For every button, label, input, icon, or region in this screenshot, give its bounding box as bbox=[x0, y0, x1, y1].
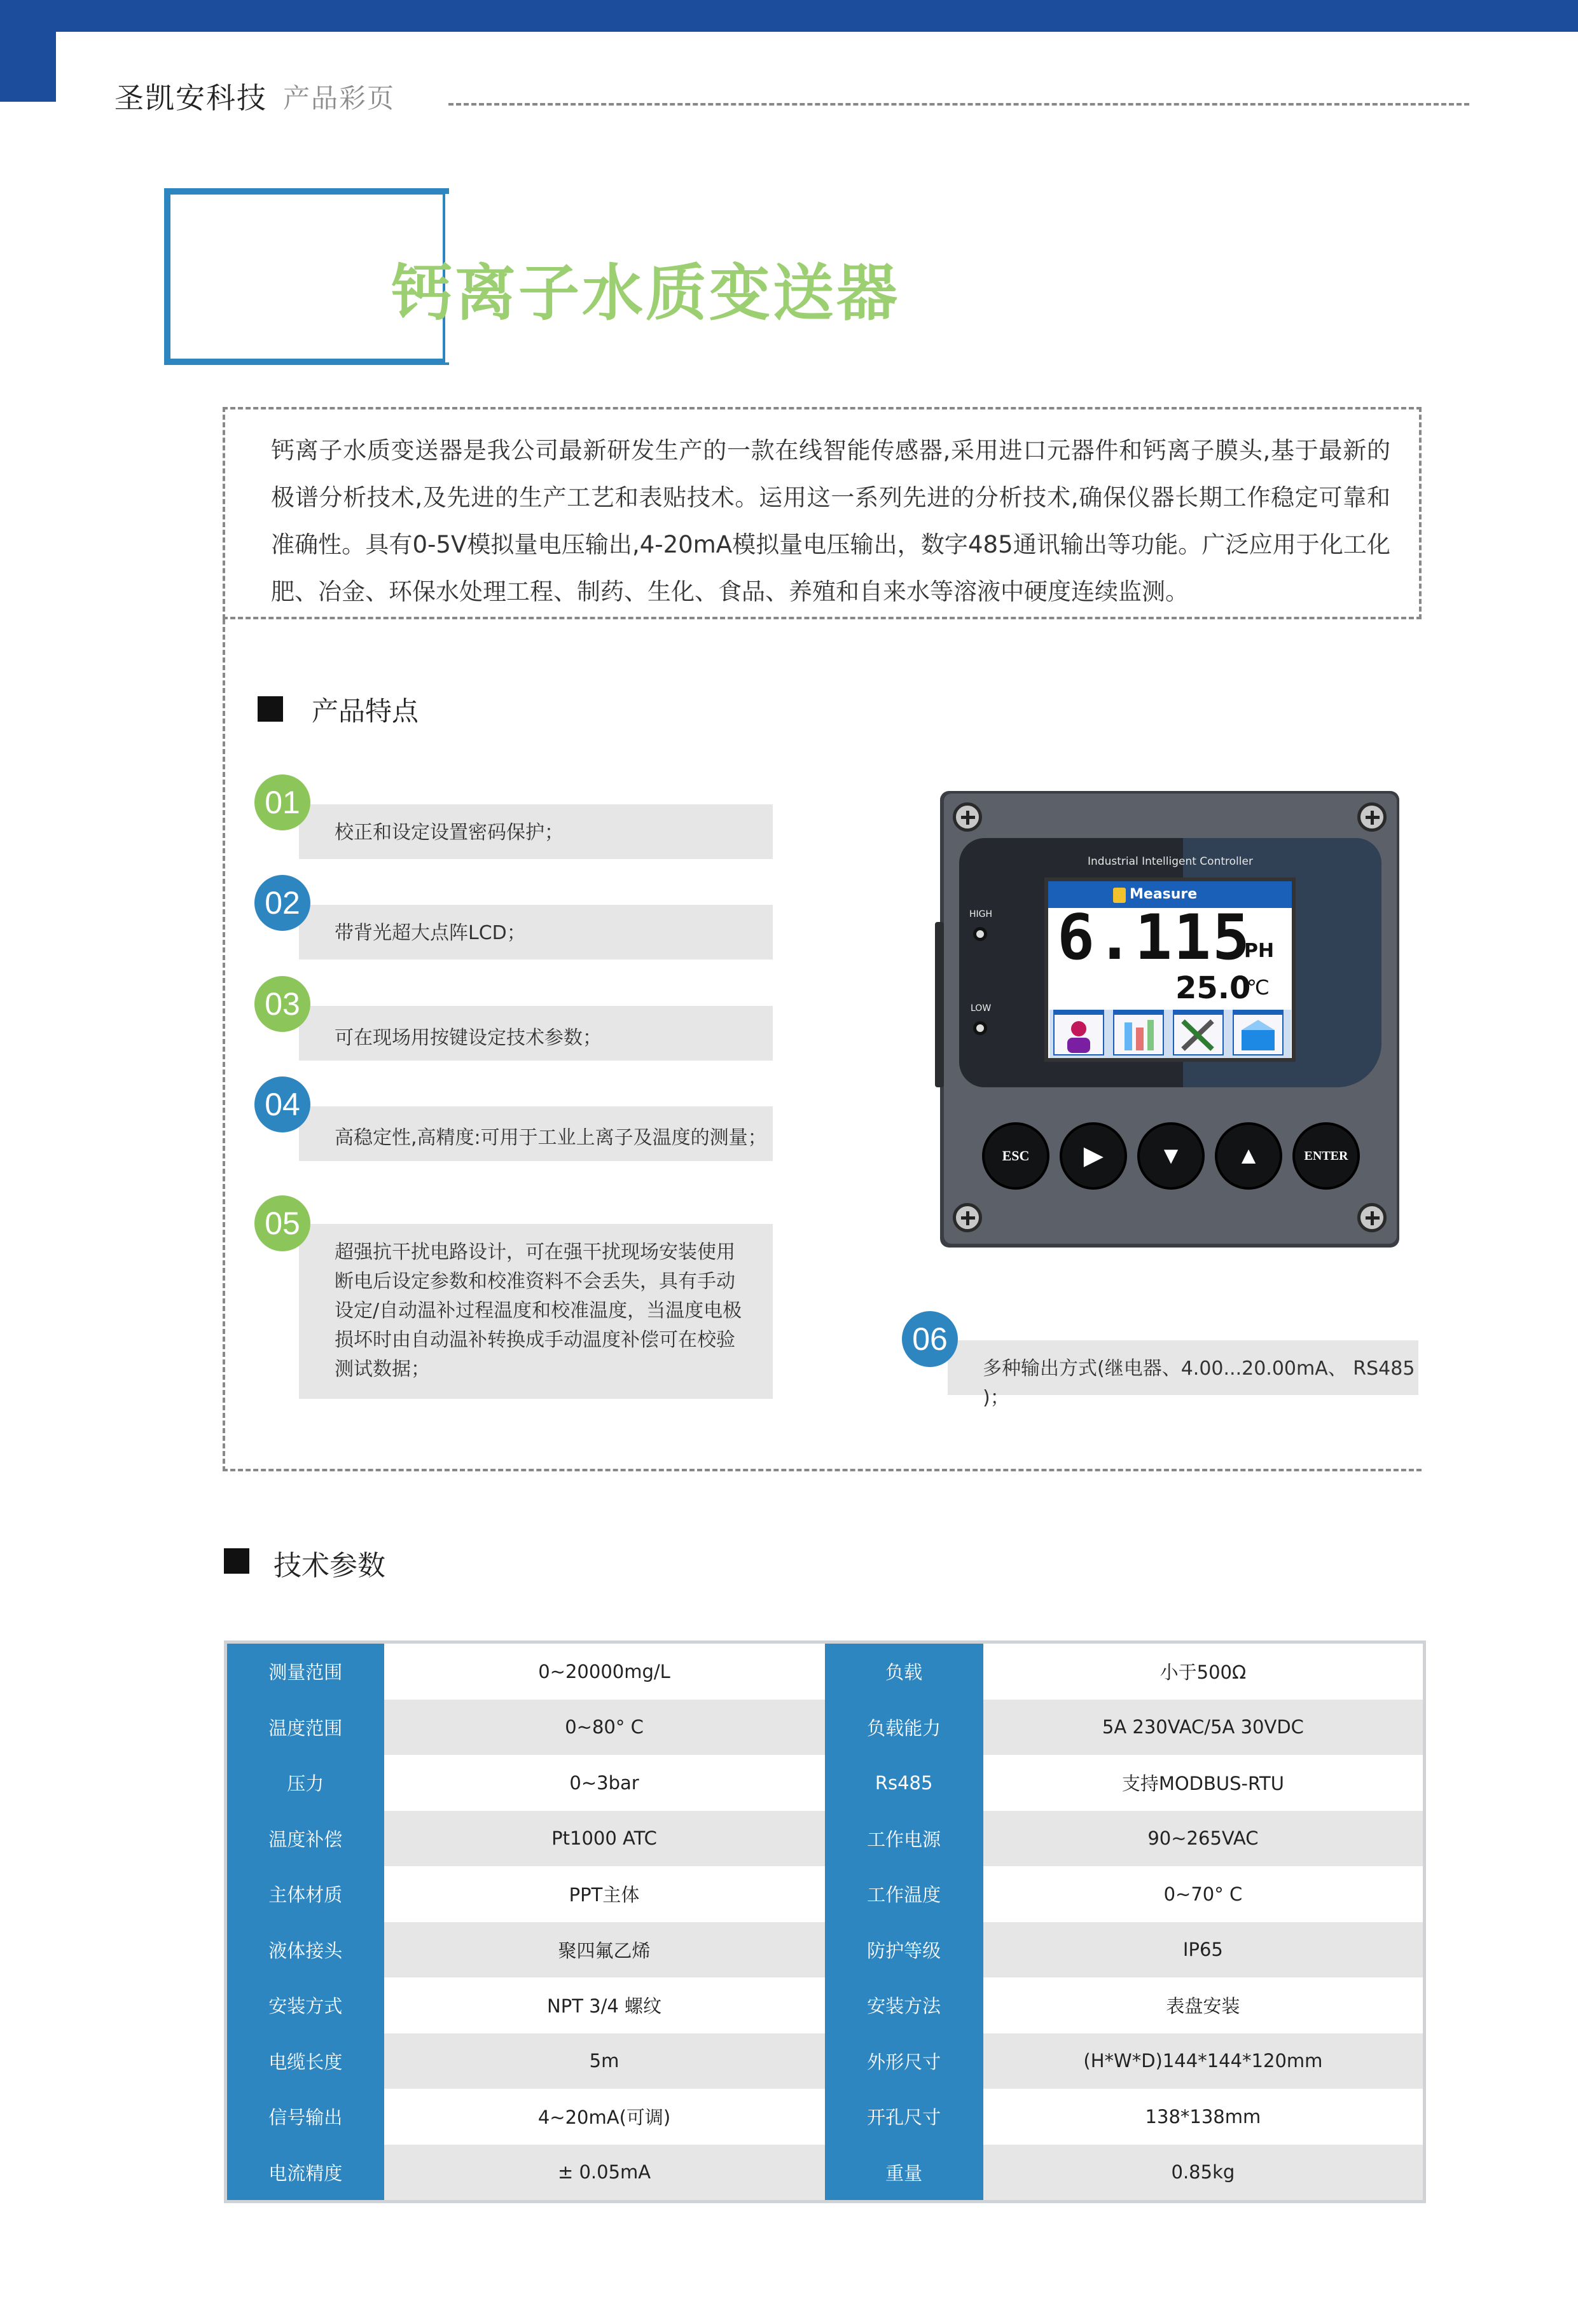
param-value: 5A 230VAC/5A 30VDC bbox=[983, 1700, 1425, 1756]
top-banner-notch bbox=[0, 0, 56, 102]
user-icon bbox=[1053, 1014, 1104, 1055]
feature-text-02: 带背光超大点阵LCD； bbox=[335, 922, 526, 944]
desc-border-left bbox=[223, 407, 225, 619]
lcd-temperature: 25.0 bbox=[1175, 970, 1251, 1006]
section-bullet-icon bbox=[258, 696, 283, 722]
param-value: 0~3bar bbox=[384, 1755, 825, 1811]
lcd-mode-label: Measure bbox=[1130, 886, 1198, 902]
feature-text-06: 多种输出方式(继电器、4.00...20.00mA、 RS485 )； bbox=[983, 1358, 1415, 1409]
table-row bbox=[226, 1977, 1425, 2033]
param-label: 测量范围 bbox=[226, 1642, 384, 1700]
high-led-icon bbox=[973, 927, 987, 941]
table-row bbox=[226, 1922, 1425, 1978]
param-value: 90~265VAC bbox=[983, 1811, 1425, 1867]
feature-number-03: 03 bbox=[254, 976, 310, 1032]
param-value: 5m bbox=[384, 2033, 825, 2089]
lcd-temp-unit: ℃ bbox=[1247, 975, 1270, 1000]
high-indicator-label: HIGH bbox=[969, 909, 993, 919]
brand-name: 圣凯安科技 bbox=[114, 81, 267, 115]
desc-border-bottom bbox=[223, 617, 1422, 619]
param-label: 液体接头 bbox=[226, 1922, 384, 1978]
feature-text-05: 超强抗干扰电路设计，可在强干扰现场安装使用断电后设定参数和校准资料不会丢失，具有手动设定/自动温补过程温度和校准温度，当温度电极损坏时由自动温补转换成手动温度补偿可在校验测试数据； bbox=[335, 1241, 742, 1380]
up-arrow-key: ▲ bbox=[1215, 1122, 1282, 1190]
feature-number-01: 01 bbox=[254, 774, 310, 830]
features-heading: 产品特点 bbox=[312, 696, 419, 727]
lcd-unit: PH bbox=[1244, 940, 1275, 962]
calibration-icon bbox=[1113, 1014, 1164, 1055]
feature-number-02: 02 bbox=[254, 875, 310, 931]
param-value: PPT主体 bbox=[384, 1866, 825, 1922]
param-value: 4~20mA(可调) bbox=[384, 2089, 825, 2145]
param-label: 防护等级 bbox=[825, 1922, 983, 1978]
param-label: 开孔尺寸 bbox=[825, 2089, 983, 2145]
top-banner bbox=[0, 0, 1578, 32]
param-value: NPT 3/4 螺纹 bbox=[384, 1977, 825, 2033]
param-label: 安装方法 bbox=[825, 1977, 983, 2033]
desc-border-right bbox=[1419, 407, 1422, 619]
param-label: 温度范围 bbox=[226, 1700, 384, 1756]
section-bullet-icon bbox=[224, 1548, 249, 1574]
tech-heading: 技术参数 bbox=[273, 1550, 385, 1582]
feature-number-05: 05 bbox=[254, 1195, 310, 1251]
section-label: 产品彩页 bbox=[283, 83, 396, 114]
param-label: 压力 bbox=[226, 1755, 384, 1811]
tools-icon bbox=[1173, 1014, 1224, 1055]
device-side-connector bbox=[935, 922, 944, 1087]
param-label: 外形尺寸 bbox=[825, 2033, 983, 2089]
param-value: (H*W*D)144*144*120mm bbox=[983, 2033, 1425, 2089]
param-label: 信号输出 bbox=[226, 2089, 384, 2145]
down-arrow-key: ▼ bbox=[1137, 1122, 1205, 1190]
param-label: 工作电源 bbox=[825, 1811, 983, 1867]
param-value: 表盘安装 bbox=[983, 1977, 1425, 2033]
param-label: 主体材质 bbox=[226, 1866, 384, 1922]
table-row bbox=[226, 1755, 1425, 1811]
param-value: 0~80° C bbox=[384, 1700, 825, 1756]
param-label: 重量 bbox=[825, 2145, 983, 2202]
desc-border-top bbox=[223, 407, 1422, 409]
low-indicator-label: LOW bbox=[971, 1003, 992, 1014]
screw-icon bbox=[953, 1203, 982, 1232]
param-value: 聚四氟乙烯 bbox=[384, 1922, 825, 1978]
table-row bbox=[226, 1866, 1425, 1922]
screw-icon bbox=[1357, 1203, 1387, 1232]
table-row bbox=[226, 2145, 1425, 2202]
param-value: 支持MODBUS-RTU bbox=[983, 1755, 1425, 1811]
factory-icon bbox=[1233, 1014, 1284, 1055]
param-label: 负载能力 bbox=[825, 1700, 983, 1756]
esc-key: ESC bbox=[982, 1122, 1049, 1190]
param-value: 0~70° C bbox=[983, 1866, 1425, 1922]
lock-icon bbox=[1113, 888, 1126, 903]
product-description: 钙离子水质变送器是我公司最新研发生产的一款在线智能传感器,采用进口元器件和钙离子膜头,基于最新的极谱分析技术,及先进的生产工艺和表贴技术。运用这一系列先进的分析技术,确保仪器长期工作稳定可靠和准确性。具有0-5V模拟量电压输出,4-20mA模拟量电压输出，数字485通讯输出等功能。广泛应用于化工化肥、冶金、环保水处理工程、制药、生化、食品、养殖和自来水等溶液中硬度连续监测。 bbox=[271, 437, 1390, 605]
spec-table bbox=[224, 1640, 1426, 2203]
param-value: Pt1000 ATC bbox=[384, 1811, 825, 1867]
table-row bbox=[226, 1811, 1425, 1867]
feature-number-04: 04 bbox=[254, 1076, 310, 1132]
feature-text-03: 可在现场用按键设定技术参数； bbox=[335, 1027, 602, 1049]
header-divider bbox=[448, 103, 1469, 106]
enter-key: ENTER bbox=[1292, 1122, 1360, 1190]
features-border-left bbox=[223, 619, 225, 1471]
param-label: 温度补偿 bbox=[226, 1811, 384, 1867]
param-label: Rs485 bbox=[825, 1755, 983, 1811]
param-value: 小于500Ω bbox=[983, 1642, 1425, 1700]
param-label: 电流精度 bbox=[226, 2145, 384, 2202]
table-row bbox=[226, 2089, 1425, 2145]
feature-text-01: 校正和设定设置密码保护； bbox=[335, 822, 564, 844]
param-value: 0~20000mg/L bbox=[384, 1642, 825, 1700]
param-value: 0.85kg bbox=[983, 2145, 1425, 2202]
low-led-icon bbox=[973, 1021, 987, 1035]
param-label: 电缆长度 bbox=[226, 2033, 384, 2089]
param-value: IP65 bbox=[983, 1922, 1425, 1978]
screw-icon bbox=[1357, 802, 1387, 832]
table-row bbox=[226, 2033, 1425, 2089]
table-row bbox=[226, 1700, 1425, 1756]
param-label: 安装方式 bbox=[226, 1977, 384, 2033]
right-arrow-key: ▶ bbox=[1060, 1122, 1127, 1190]
param-value: 138*138mm bbox=[983, 2089, 1425, 2145]
feature-text-04: 高稳定性,高精度:可用于工业上离子及温度的测量； bbox=[335, 1127, 767, 1149]
page-title: 钙离子水质变送器 bbox=[391, 258, 900, 329]
param-value: ± 0.05mA bbox=[384, 2145, 825, 2202]
feature-number-06: 06 bbox=[902, 1311, 958, 1367]
param-label: 负载 bbox=[825, 1642, 983, 1700]
device-label: Industrial Intelligent Controller bbox=[1088, 855, 1253, 868]
param-label: 工作温度 bbox=[825, 1866, 983, 1922]
table-row bbox=[226, 1642, 1425, 1700]
screw-icon bbox=[953, 802, 982, 832]
lcd-reading: 6.115 bbox=[1057, 902, 1252, 974]
features-border-bottom bbox=[223, 1469, 1422, 1471]
